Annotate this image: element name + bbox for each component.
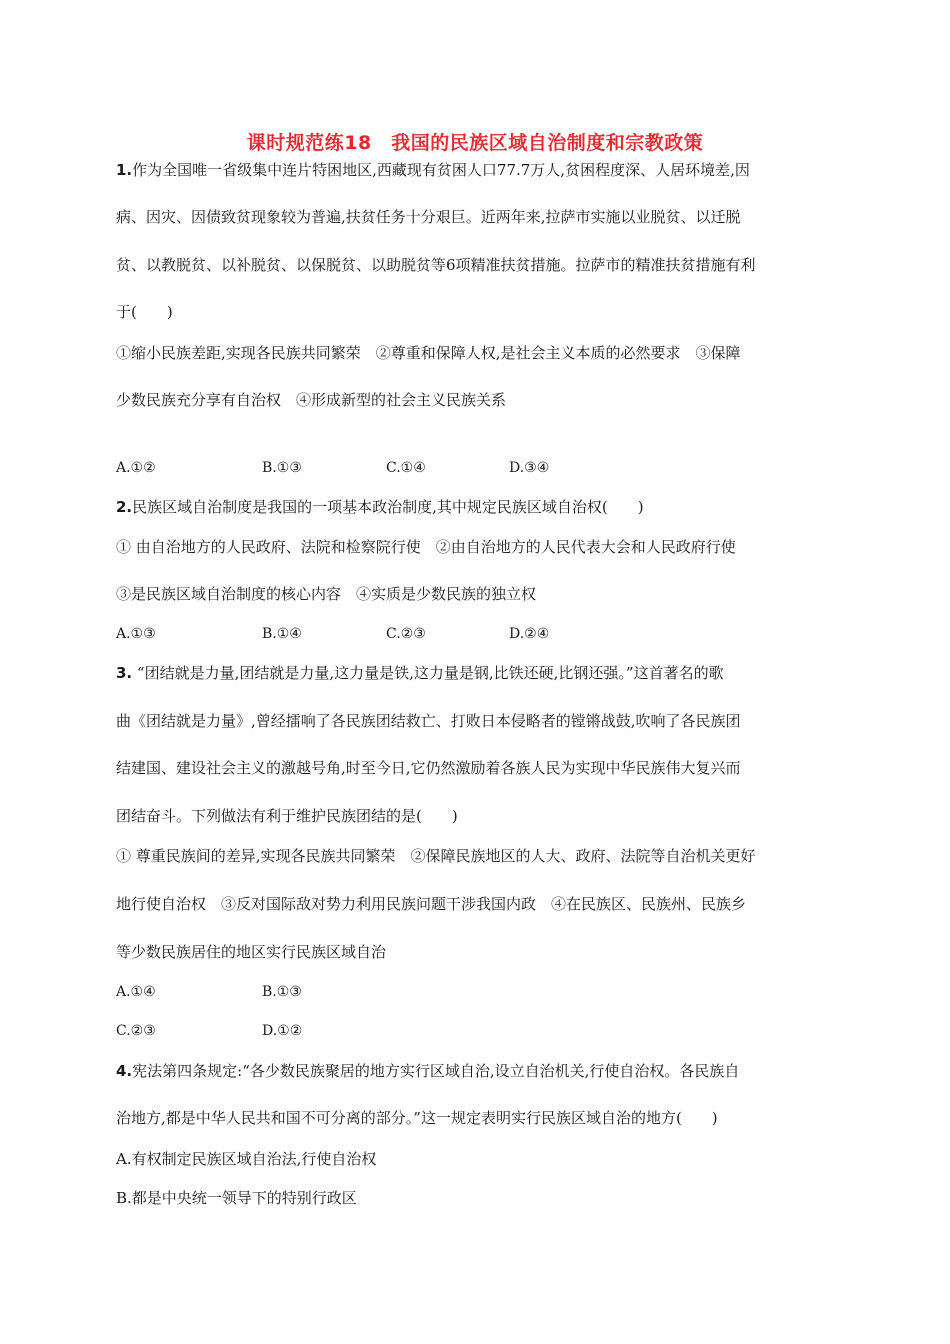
- question-2-number: 2.: [116, 498, 133, 516]
- question-2-stem-line-1: 2.民族区域自治制度是我国的一项基本政治制度,其中规定民族区域自治权( ): [116, 498, 644, 516]
- question-2-option-c[interactable]: C.②③: [386, 626, 426, 642]
- question-1-stem-line-3: 贫、以教脱贫、以补脱贫、以保脱贫、以助脱贫等6项精准扶贫措施。拉萨市的精准扶贫措施有利: [116, 256, 756, 274]
- question-1-number: 1.: [116, 161, 133, 179]
- question-1-stem-line-4: 于( ): [116, 303, 173, 321]
- question-1-statement-line-1: ①缩小民族差距,实现各民族共同繁荣 ②尊重和保障人权,是社会主义本质的必然要求 ③保障: [116, 344, 741, 362]
- question-4-option-a[interactable]: A.有权制定民族区域自治法,行使自治权: [116, 1150, 377, 1168]
- question-3-stem-line-2: 曲《团结就是力量》,曾经擂响了各民族团结救亡、打败日本侵略者的镗锵战鼓,吹响了各民族团: [116, 712, 741, 730]
- question-2-statement-line-1: ① 由自治地方的人民政府、法院和检察院行使 ②由自治地方的人民代表大会和人民政府行使: [116, 538, 736, 556]
- question-1-option-d[interactable]: D.③④: [509, 460, 550, 476]
- question-4-number: 4.: [116, 1062, 133, 1080]
- question-3-option-c[interactable]: C.②③: [116, 1023, 156, 1039]
- question-1-stem-line-2: 病、因灾、因债致贫现象较为普遍,扶贫任务十分艰巨。近两年来,拉萨市实施以业脱贫、以迁脱: [116, 208, 741, 226]
- question-3-stem-line-3: 结建国、建设社会主义的激越号角,时至今日,它仍然激励着各族人民为实现中华民族伟大复兴而: [116, 759, 741, 777]
- question-3-statement-line-3: 等少数民族居住的地区实行民族区域自治: [116, 943, 387, 961]
- question-2-option-d[interactable]: D.②④: [509, 626, 550, 642]
- question-3-option-a[interactable]: A.①④: [116, 984, 156, 1000]
- question-2-statement-line-2: ③是民族区域自治制度的核心内容 ④实质是少数民族的独立权: [116, 585, 537, 603]
- question-3-stem-line-4: 团结奋斗。下列做法有利于维护民族团结的是( ): [116, 807, 458, 825]
- question-4-option-b[interactable]: B.都是中央统一领导下的特别行政区: [116, 1189, 357, 1207]
- question-3-statement-line-2: 地行使自治权 ③反对国际敌对势力利用民族问题干涉我国内政 ④在民族区、民族州、民族乡: [116, 895, 747, 913]
- question-3-number: 3.: [116, 664, 133, 682]
- question-3-statement-line-1: ① 尊重民族间的差异,实现各民族共同繁荣 ②保障民族地区的人大、政府、法院等自治机关更好: [116, 847, 756, 865]
- question-1-option-b[interactable]: B.①③: [262, 460, 302, 476]
- question-4-stem-line-2: 治地方,都是中华人民共和国不可分离的部分。”这一规定表明实行民族区域自治的地方( ): [116, 1109, 718, 1127]
- question-4-stem-line-1: 4.宪法第四条规定:“各少数民族聚居的地方实行区域自治,设立自治机关,行使自治权。各民族自: [116, 1062, 740, 1080]
- question-3-stem-line-1: 3. “团结就是力量,团结就是力量,这力量是铁,这力量是钢,比铁还硬,比钢还强。”这首著名的歌: [116, 664, 724, 682]
- question-1-option-c[interactable]: C.①④: [386, 460, 426, 476]
- question-1-option-a[interactable]: A.①②: [116, 460, 156, 476]
- question-2-option-a[interactable]: A.①③: [116, 626, 156, 642]
- page-title: 课时规范练18 我国的民族区域自治制度和宗教政策: [246, 132, 704, 154]
- question-1-statement-line-2: 少数民族充分享有自治权 ④形成新型的社会主义民族关系: [116, 391, 507, 409]
- question-3-option-d[interactable]: D.①②: [262, 1023, 303, 1039]
- question-3-option-b[interactable]: B.①③: [262, 984, 302, 1000]
- question-2-option-b[interactable]: B.①④: [262, 626, 302, 642]
- question-1-stem-line-1: 1.作为全国唯一省级集中连片特困地区,西藏现有贫困人口77.7万人,贫困程度深、人居环境差,因: [116, 161, 750, 179]
